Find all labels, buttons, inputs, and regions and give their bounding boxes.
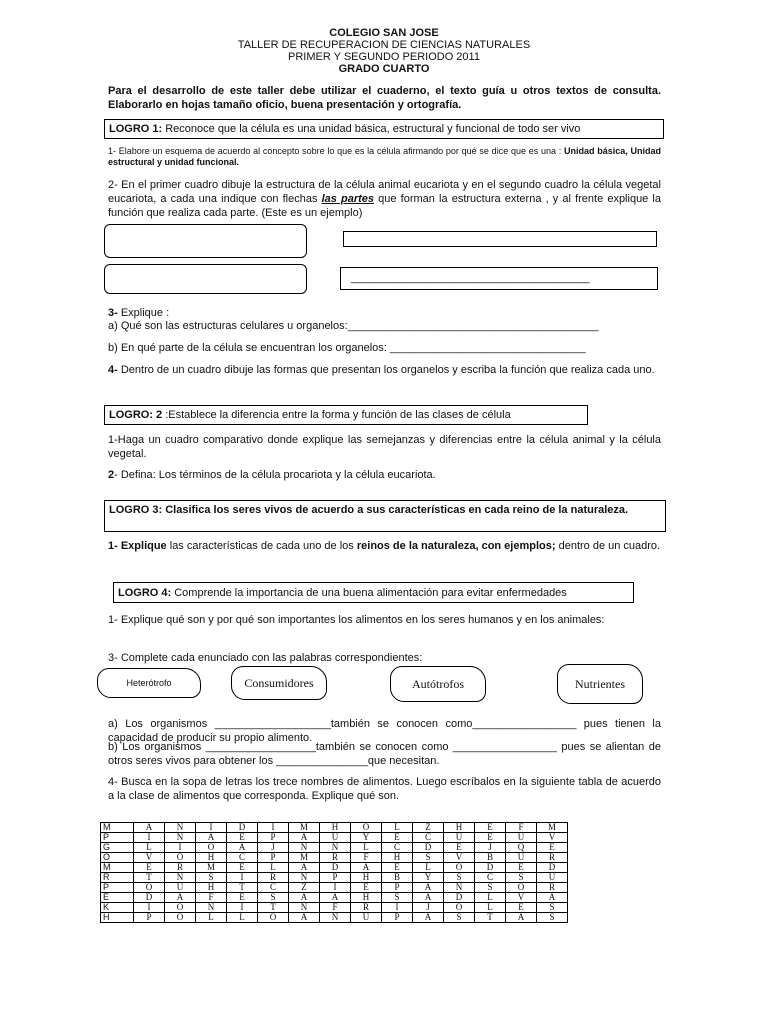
explain-box-1 [343, 231, 657, 247]
word-search-cell: A [196, 833, 227, 843]
word-search-cell: S [413, 853, 444, 863]
workshop-title: TALLER DE RECUPERACION DE CIENCIAS NATURALES [237, 39, 531, 51]
word-search-cell: U [444, 833, 475, 843]
word-search-cell: S [475, 883, 506, 893]
word-search-cell: S [444, 873, 475, 883]
word-search-cell: E [382, 833, 413, 843]
word-search-cell: I [227, 903, 258, 913]
word-search-cell: H [320, 823, 351, 833]
logro2-question-2-text: - Defina: Los términos de la célula procariota y la célula eucariota. [114, 469, 436, 481]
word-search-cell: E [506, 863, 537, 873]
word-search-cell: M [101, 863, 134, 873]
word-search-cell: N [320, 843, 351, 853]
word-search-cell: R [258, 873, 289, 883]
word-search-cell: E [537, 843, 568, 853]
word-search-cell: O [165, 913, 196, 923]
word-search-cell: D [537, 863, 568, 873]
word-search-row [101, 833, 568, 843]
word-search-cell: M [101, 823, 134, 833]
word-search-cell: R [165, 863, 196, 873]
question-3-title [108, 306, 661, 320]
logro2-box [104, 405, 588, 425]
word-search-cell: L [227, 913, 258, 923]
question-2-post: que forman la estructura externa , y al frente explique la función que realiza cada parte. (Este es un ejemplo) [108, 193, 661, 219]
logro3-question-1-bold: reinos de la naturaleza, con ejemplos; [356, 540, 556, 552]
word-search-cell: Z [413, 823, 444, 833]
word-search-cell: J [413, 903, 444, 913]
word-search-cell: H [444, 823, 475, 833]
word-search-row [101, 853, 568, 863]
word-search-cell: T [134, 873, 165, 883]
word-search-cell: Y [351, 833, 382, 843]
word-search-cell: V [537, 833, 568, 843]
word-search-row [101, 873, 568, 883]
word-search-cell: A [165, 893, 196, 903]
word-search-cell: L [134, 843, 165, 853]
logro4-question-1: 1- Explique qué son y por qué son importantes los alimentos en los seres humanos y en los animales: [108, 614, 605, 626]
word-search-cell: T [475, 913, 506, 923]
word-search-cell: N [289, 903, 320, 913]
word-search-cell: E [351, 883, 382, 893]
word-search-cell: S [537, 903, 568, 913]
word-heterotrofo: Heterótrofo [126, 678, 172, 688]
word-search-row [101, 913, 568, 923]
logro2-question-2 [108, 468, 661, 482]
logro1-text: Reconoce que la célula es una unidad básica, estructural y funcional de todo ser vivo [162, 123, 581, 135]
word-search-cell: D [444, 893, 475, 903]
word-search-cell: S [537, 913, 568, 923]
word-search-cell: N [165, 833, 196, 843]
word-search-cell: C [227, 853, 258, 863]
word-cloud-autotrofos [390, 666, 486, 702]
word-search-cell: A [227, 843, 258, 853]
word-search-cell: N [289, 843, 320, 853]
word-search-cell: L [413, 863, 444, 873]
drawing-box-1 [104, 224, 307, 258]
word-search-cell: A [289, 893, 320, 903]
word-search-cell: S [382, 893, 413, 903]
question-1-bold: Unidad básica, Unidad estructural y unidad funcional. [108, 146, 661, 167]
word-search-row [101, 883, 568, 893]
word-search-cell: P [382, 913, 413, 923]
logro2-question-1: 1-Haga un cuadro comparativo donde explique las semejanzas y diferencias entre la célula animal y la célula vegetal. [108, 434, 661, 460]
word-search-cell: I [227, 873, 258, 883]
word-search-cell: V [444, 853, 475, 863]
word-search-cell: D [134, 893, 165, 903]
word-search-cell: L [475, 893, 506, 903]
question-4-text: Dentro de un cuadro dibuje las formas que presentan los organelos y escriba la función que realiza cada uno. [117, 364, 655, 376]
question-4 [108, 363, 661, 377]
logro2-text: :Establece la diferencia entre la forma y función de las clases de célula [162, 409, 511, 421]
word-search-cell: H [101, 913, 134, 923]
word-search-cell: H [351, 893, 382, 903]
word-search-cell: R [537, 883, 568, 893]
logro3-question-1 [108, 539, 661, 553]
word-cloud-nutrientes [557, 664, 643, 704]
question-2-emphasis: las partes [321, 193, 375, 205]
word-search-cell: E [475, 823, 506, 833]
word-search-cell: R [537, 853, 568, 863]
word-search-cell: V [134, 853, 165, 863]
word-search-cell: N [320, 913, 351, 923]
question-2 [108, 178, 661, 220]
word-search-cell: O [444, 863, 475, 873]
word-search-cell: P [258, 833, 289, 843]
word-search-cell: G [101, 843, 134, 853]
word-search-cell: I [320, 883, 351, 893]
example-line: _______________________________________ [351, 272, 590, 284]
word-search-cell: D [475, 863, 506, 873]
word-search-cell: A [413, 883, 444, 893]
word-search-cell: A [134, 823, 165, 833]
word-search-cell: E [101, 893, 134, 903]
word-search-cell: A [506, 913, 537, 923]
logro2-question-2-number: 2 [108, 469, 115, 481]
word-search-cell: O [165, 903, 196, 913]
word-search-cell: A [289, 833, 320, 843]
word-search-cell: D [227, 823, 258, 833]
word-search-cell: I [382, 903, 413, 913]
word-search-cell: Z [289, 883, 320, 893]
word-search-cell: A [537, 893, 568, 903]
period-title: PRIMER Y SEGUNDO PERIODO 2011 [288, 51, 480, 63]
word-search-cell: P [258, 853, 289, 863]
logro3-question-1-mid: las características de cada uno de los [166, 540, 357, 552]
word-search-cell: C [475, 873, 506, 883]
word-consumidores: Consumidores [244, 675, 314, 690]
explain-box-2 [340, 267, 658, 290]
word-search-cell: A [413, 913, 444, 923]
word-search-cell: T [227, 883, 258, 893]
logro3-box: LOGRO 3: Clasifica los seres vivos de acuerdo a sus características en cada reino de la naturaleza. [104, 500, 666, 532]
word-search-cell: E [227, 863, 258, 873]
word-search [100, 822, 568, 923]
question-2-pre: 2- En el primer cuadro dibuje la estructura de la célula animal eucariota y en el segundo cuadro la célula vegetal eucariota, a cada una indique con flechas [108, 179, 661, 205]
word-search-cell: H [382, 853, 413, 863]
word-search-cell: N [196, 903, 227, 913]
logro4-question-4: 4- Busca en la sopa de letras los trece nombres de alimentos. Luego escríbalos en la siguiente tabla de acuerdo a la clase de alimentos que corresponda. Explique qué son. [108, 776, 661, 802]
word-search-cell: S [444, 913, 475, 923]
word-search-cell: E [382, 863, 413, 873]
word-search-cell: T [258, 903, 289, 913]
logro1-label: LOGRO 1: [109, 123, 163, 135]
logro4-question-3: 3- Complete cada enunciado con las palabras correspondientes: [108, 652, 423, 664]
word-search-cell: J [475, 843, 506, 853]
question-4-number: 4- [108, 364, 118, 376]
sentence-b: b) Los organismos __________________también se conocen como _________________ pues se alientan de otros seres vivos para obtener los _______________que necesitan. [108, 741, 661, 767]
drawing-box-2 [104, 264, 307, 294]
word-search-cell: I [196, 823, 227, 833]
word-search-cell: L [196, 913, 227, 923]
word-search-cell: M [537, 823, 568, 833]
word-search-cell: F [506, 823, 537, 833]
word-search-cell: F [196, 893, 227, 903]
word-search-row [101, 843, 568, 853]
word-search-cell: U [351, 913, 382, 923]
word-search-cell: J [258, 843, 289, 853]
word-search-cell: P [101, 833, 134, 843]
logro4-text: Comprende la importancia de una buena alimentación para evitar enfermedades [171, 587, 567, 599]
logro4-label: LOGRO 4: [118, 587, 172, 599]
word-search-cell: N [165, 823, 196, 833]
word-search-row [101, 903, 568, 913]
logro1-box [104, 119, 664, 139]
word-search-cell: N [289, 873, 320, 883]
word-search-cell: Q [506, 843, 537, 853]
word-search-cell: D [413, 843, 444, 853]
word-search-cell: P [101, 883, 134, 893]
word-search-row [101, 893, 568, 903]
word-search-cell: O [165, 853, 196, 863]
question-3-number: 3- [108, 307, 118, 319]
word-search-cell: E [444, 843, 475, 853]
word-search-cell: I [258, 823, 289, 833]
word-search-cell: U [537, 873, 568, 883]
word-search-cell: P [134, 913, 165, 923]
word-search-cell: H [196, 853, 227, 863]
word-search-cell: D [320, 863, 351, 873]
sentence-a: a) Los organismos ___________________también se conocen como_________________ pues tienen la capacidad de producir su propio alimento. [108, 718, 661, 744]
word-search-cell: M [289, 853, 320, 863]
word-search-cell: A [320, 893, 351, 903]
word-search-cell: L [258, 863, 289, 873]
word-search-cell: E [227, 893, 258, 903]
word-search-cell: S [258, 893, 289, 903]
logro3-question-1-number: 1- Explique [108, 540, 167, 552]
word-search-row [101, 823, 568, 833]
word-search-cell: Y [413, 873, 444, 883]
word-search-cell: S [196, 873, 227, 883]
word-search-cell: O [134, 883, 165, 893]
word-search-cell: S [506, 873, 537, 883]
word-search-cell: H [351, 873, 382, 883]
word-search-cell: O [196, 843, 227, 853]
word-search-cell: E [475, 833, 506, 843]
word-search-cell: E [227, 833, 258, 843]
word-search-cell: O [258, 913, 289, 923]
word-search-cell: C [382, 843, 413, 853]
word-search-cell: O [444, 903, 475, 913]
word-search-cell: O [506, 883, 537, 893]
question-1-text: 1- Elabore un esquema de acuerdo al concepto sobre lo que es la célula afirmando por qué se dice que es una : [108, 146, 564, 156]
word-search-cell: R [101, 873, 134, 883]
word-search-cell: P [320, 873, 351, 883]
school-name: COLEGIO SAN JOSE [329, 27, 439, 39]
word-search-table [100, 822, 568, 923]
logro3-question-1-post: dentro de un cuadro. [555, 540, 661, 552]
word-search-cell: U [506, 853, 537, 863]
word-search-cell: A [413, 893, 444, 903]
word-cloud-consumidores [231, 666, 327, 700]
grade-title: GRADO CUARTO [338, 63, 430, 75]
intro-paragraph: Para el desarrollo de este taller debe utilizar el cuaderno, el texto guía u otros textos de consulta. Elaborarlo en hojas tamaño oficio, buena presentación y ortografía. [108, 85, 661, 111]
word-search-cell: A [351, 863, 382, 873]
word-search-cell: B [475, 853, 506, 863]
word-search-cell: A [289, 913, 320, 923]
word-search-cell: C [413, 833, 444, 843]
word-search-cell: O [101, 853, 134, 863]
word-nutrientes: Nutrientes [575, 676, 625, 691]
word-search-cell: L [351, 843, 382, 853]
word-search-cell: U [320, 833, 351, 843]
word-search-cell: I [165, 843, 196, 853]
word-cloud-heterotrofo [97, 668, 201, 698]
question-3a: a) Qué son las estructuras celulares u organelos:_________________________________________ [108, 320, 599, 332]
word-search-cell: M [289, 823, 320, 833]
word-search-cell: H [196, 883, 227, 893]
word-search-cell: M [196, 863, 227, 873]
word-search-cell: F [351, 853, 382, 863]
word-search-cell: U [165, 883, 196, 893]
word-search-cell: R [351, 903, 382, 913]
word-search-cell: E [134, 863, 165, 873]
word-search-cell: V [506, 893, 537, 903]
question-3-label: Explique : [117, 307, 170, 319]
question-1 [108, 146, 661, 168]
word-search-cell: R [320, 853, 351, 863]
word-search-row [101, 863, 568, 873]
word-search-cell: L [382, 823, 413, 833]
word-search-cell: O [351, 823, 382, 833]
word-search-cell: F [320, 903, 351, 913]
word-autotrofos: Autótrofos [412, 676, 464, 691]
word-search-cell: B [382, 873, 413, 883]
logro4-box [113, 582, 634, 603]
word-search-cell: I [134, 833, 165, 843]
word-search-cell: U [506, 833, 537, 843]
logro2-label: LOGRO: 2 [109, 409, 163, 421]
word-search-cell: N [444, 883, 475, 893]
word-search-cell: K [101, 903, 134, 913]
word-search-cell: I [134, 903, 165, 913]
question-3b: b) En qué parte de la célula se encuentran los organelos: ________________________________ [108, 342, 586, 354]
word-search-cell: C [258, 883, 289, 893]
word-search-cell: A [289, 863, 320, 873]
word-search-cell: P [382, 883, 413, 893]
word-search-cell: L [475, 903, 506, 913]
word-search-cell: N [165, 873, 196, 883]
word-search-cell: E [506, 903, 537, 913]
